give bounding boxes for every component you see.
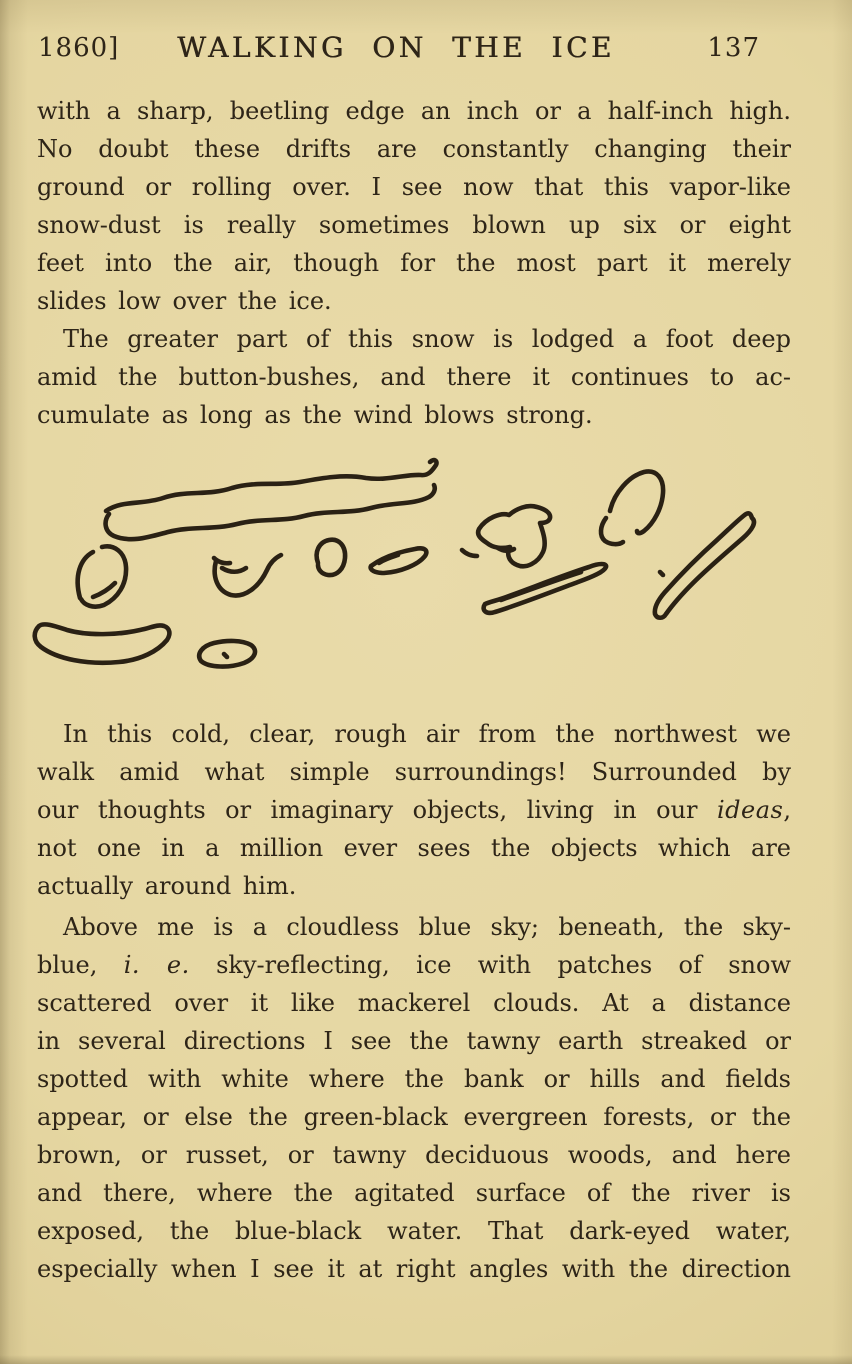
text-line: In this cold, clear, rough air from the northwest we [63,720,791,748]
text-line: snow-dust is really sometimes blown up six or eight [37,211,791,239]
text-line: No doubt these drifts are constantly changing their [37,135,791,163]
text-line: amid the button-bushes, and there it continues to ac- [37,363,791,391]
text-line: blue, i. e. sky-reflecting, ice with patches of snow [37,951,792,979]
running-head [38,33,790,65]
snow-drift-sketch [37,455,791,690]
text-line: cumulate as long as the wind blows strong. [37,401,593,429]
text-line: in several directions I see the tawny earth streaked or [37,1027,791,1055]
page-text [37,92,791,1288]
page-number: 137 [707,33,760,63]
text-line: and there, where the agitated surface of the river is [37,1179,791,1207]
text-line: ground or rolling over. I see now that this vapor-like [37,173,791,201]
paragraph [37,908,791,1288]
text-line: feet into the air, though for the most part it merely [37,249,791,277]
snow-drift-shapes-icon [30,455,800,690]
text-line: brown, or russet, or tawny deciduous woods, and here [37,1141,791,1169]
text-line: appear, or else the green-black evergreen forests, or the [37,1103,791,1131]
text-line: slides low over the ice. [37,287,332,315]
paragraph-group-after-sketch [37,715,791,1288]
paragraph-group-before-sketch [37,92,791,434]
text-line: not one in a million ever sees the objects which are [37,834,791,862]
text-line: especially when I see it at right angles with the direction [37,1255,791,1283]
text-line: The greater part of this snow is lodged a foot deep [63,325,791,353]
text-line: spotted with white where the bank or hills and fields [37,1065,791,1093]
paragraph [37,320,791,434]
text-line: our thoughts or imaginary objects, living in our ideas, [37,796,791,824]
page-title: WALKING ON THE ICE [177,31,615,64]
text-line: exposed, the blue-black water. That dark-eyed water, [37,1217,791,1245]
paragraph [37,92,791,320]
text-line: actually around him. [37,872,297,900]
text-line: with a sharp, beetling edge an inch or a half-inch high. [37,97,791,125]
header-year: 1860] [38,33,120,63]
paragraph [37,715,791,905]
text-line: Above me is a cloudless blue sky; beneath, the sky- [63,913,791,941]
text-line: walk amid what simple surroundings! Surrounded by [37,758,791,786]
text-line: scattered over it like mackerel clouds. At a distance [37,989,791,1017]
